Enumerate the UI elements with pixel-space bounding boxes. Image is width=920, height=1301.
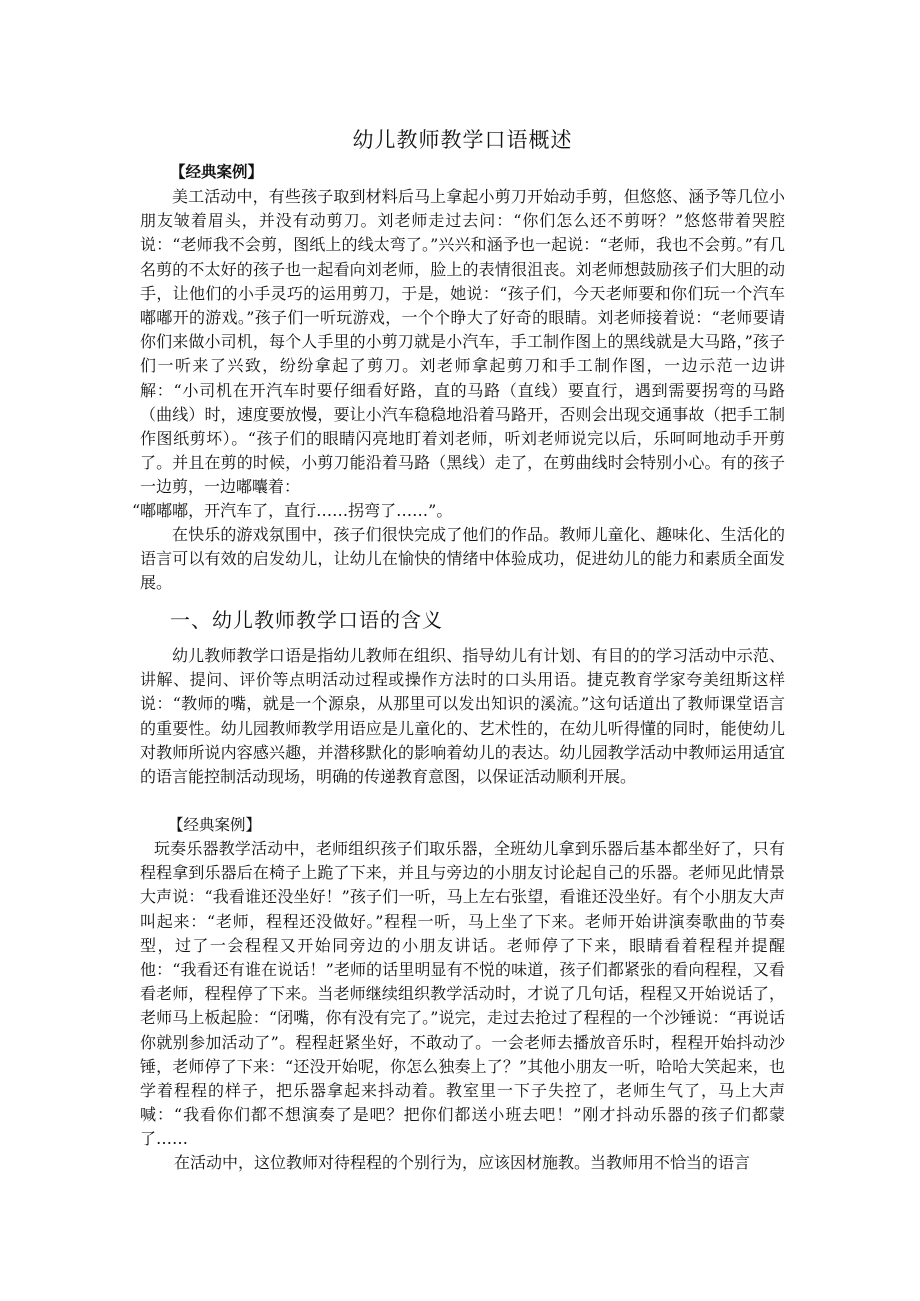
- section-heading: 一、幼儿教师教学口语的含义: [170, 608, 443, 632]
- case-paragraph: 玩奏乐器教学活动中，老师组织孩子们取乐器，全班幼儿拿到乐器后基本都坐好了，只有程程拿到乐器后在椅子上跪了下来，并且与旁边的小朋友讨论起自己的乐器。老师见此情景大声说：“我看谁还没坐好！”孩子们一听，马上左右张望，看谁还没坐好。有个小朋友大声叫起来：“老师，程程还没做好。”程程一听，马上坐了下来。老师开始讲演奏歌曲的节奏型，过了一会程程又开始同旁边的小朋友讲话。老师停了下来，眼睛看着程程并提醒他：“我看还有谁在说话！”老师的话里明显有不悦的味道，孩子们都紧张的看向程程，又看看老师，程程停了下来。当老师继续组织教学活动时，才说了几句话，程程又开始说话了，老师马上板起脸：“闭嘴，你有没有完了。”说完，走过去抢过了程程的一个沙锤说：“再说话你就别参加活动了”。程程赶紧坐好，不敢动了。一会老师去播放音乐时，程程开始抖动沙锤，老师停了下来：“还没开始呢，你怎么独奏上了？”其他小朋友一听，哈哈大笑起来，也学着程程的样子，把乐器拿起来抖动着。教室里一下子失控了，老师生气了，马上大声喊：“我看你们都不想演奏了是吧？把你们都送小班去吧！”刚才抖动乐器的孩子们都蒙了……: [140, 839, 785, 1149]
- section-paragraph: 幼儿教师教学口语是指幼儿教师在组织、指导幼儿有计划、有目的的学习活动中示范、讲解、提问、评价等点明活动过程或操作方法时的口头用语。捷克教育学家夸美纽斯这样说：“教师的嘴，就是一个源泉，从那里可以发出知识的溪流。”这句话道出了教师课堂语言的重要性。幼儿园教师教学用语应是儿童化的、艺术性的，在幼儿听得懂的同时，能使幼儿对教师所说内容感兴趣，并潜移默化的影响着幼儿的表达。幼儿园教学活动中教师运用适宜的语言能控制活动现场，明确的传递教育意图，以保证活动顺利开展。: [140, 646, 785, 787]
- case-paragraph: 美工活动中，有些孩子取到材料后马上拿起小剪刀开始动手剪，但悠悠、涵予等几位小朋友皱着眉头，并没有动剪刀。刘老师走过去问：“你们怎么还不剪呀？”悠悠带着哭腔说：“老师我不会剪，图纸上的线太弯了。”兴兴和涵予也一起说：“老师，我也不会剪。”有几名剪的不太好的孩子也一起看向刘老师，脸上的表情很沮丧。刘老师想鼓励孩子们大胆的动手，让他们的小手灵巧的运用剪刀，于是，她说：“孩子们，今天老师要和你们玩一个汽车嘟嘟开的游戏。”孩子们一听玩游戏，一个个睁大了好奇的眼睛。刘老师接着说：“老师要请你们来做小司机，每个人手里的小剪刀就是小汽车，手工制作图上的黑线就是大马路，”孩子们一听来了兴致，纷纷拿起了剪刀。刘老师拿起剪刀和手工制作图，一边示范一边讲解：“小司机在开汽车时要仔细看好路，直的马路（直线）要直行，遇到需要拐弯的马路（曲线）时，速度要放慢，要让小汽车稳稳地沿着马路开，否则会出现交通事故（把手工制作图纸剪坏）。“孩子们的眼睛闪亮地盯着刘老师，听刘老师说完以后，乐呵呵地动手开剪了。并且在剪的时候，小剪刀能沿着马路（黑线）走了，在剪曲线时会特别小心。有的孩子一边剪，一边嘟囔着：: [140, 187, 785, 497]
- case-paragraph: 在活动中，这位教师对待程程的个别行为，应该因材施教。当教师用不恰当的语言: [174, 1153, 751, 1172]
- case-label: 【经典案例】: [170, 162, 264, 181]
- page-title: 幼儿教师教学口语概述: [352, 128, 573, 152]
- case-label: 【经典案例】: [168, 816, 262, 834]
- case-paragraph: 在快乐的游戏氛围中，孩子们很快完成了他们的作品。教师儿童化、趣味化、生活化的语言可以有效的启发幼儿，让幼儿在愉快的情绪中体验成功，促进幼儿的能力和素质全面发展。: [140, 525, 785, 593]
- case-quote-line: “嘟嘟嘟，开汽车了，直行……拐弯了……”。: [132, 501, 453, 520]
